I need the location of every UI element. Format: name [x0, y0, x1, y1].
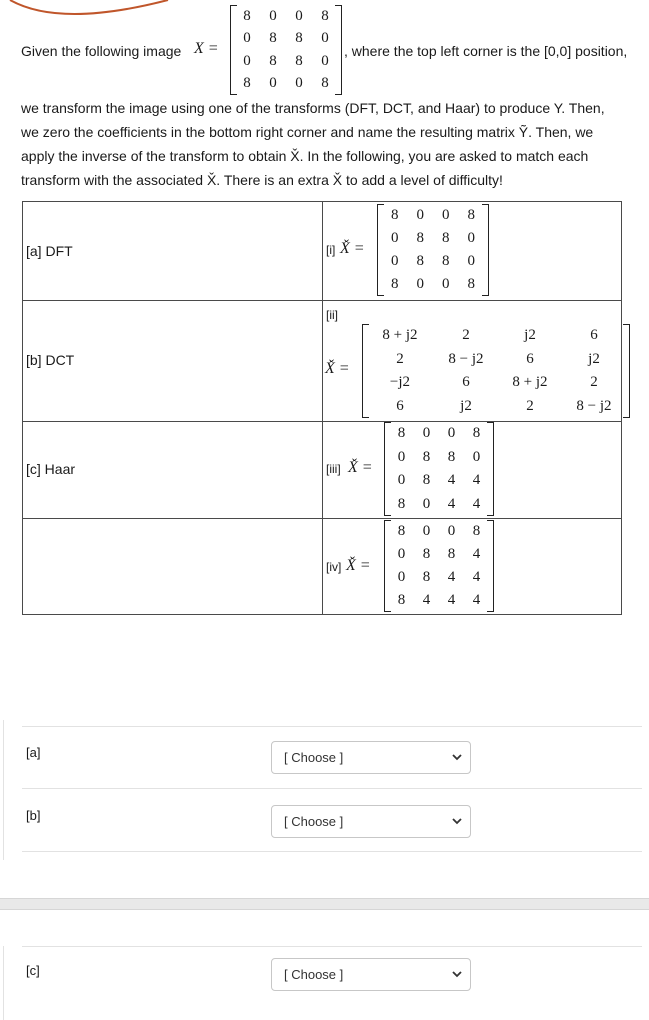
answer-label-b: [b] — [26, 808, 41, 823]
matrix-cell: j2 — [588, 350, 600, 367]
matrix-cell: 0 — [243, 30, 251, 47]
xcheck-symbol: X̌ = — [325, 360, 350, 377]
matrix-iii — [384, 422, 494, 516]
transform-label-dct: [b] DCT — [26, 352, 75, 368]
matrix-cell: 4 — [472, 472, 481, 489]
answer-select-a[interactable] — [271, 741, 471, 774]
intro-line-2: we transform the image using one of the transforms (DFT, DCT, and Haar) to produce Y. Then, — [21, 100, 605, 116]
matrix-cell: 8 — [472, 425, 481, 442]
matrix-cell: 2 — [462, 327, 470, 344]
matrix-cell: 8 — [391, 207, 399, 223]
chevron-down-icon — [452, 968, 462, 980]
corner-text: , where the top left corner is the [0,0] position, — [344, 43, 628, 59]
matrix-cell: 0 — [422, 495, 431, 512]
divider — [22, 726, 642, 727]
table-row-divider — [22, 518, 622, 519]
matrix-ii — [362, 324, 630, 418]
matrix-cell: 8 — [416, 253, 424, 269]
matrix-cell: 0 — [422, 425, 431, 442]
matrix-cell: 6 — [526, 350, 534, 367]
matrix-cell: 6 — [396, 397, 404, 414]
divider — [22, 788, 642, 789]
matrix-cell: 2 — [526, 397, 534, 414]
matrix-cell: 8 — [295, 52, 303, 69]
matrix-cell: 0 — [321, 52, 329, 69]
matrix-cell: 4 — [447, 592, 456, 608]
matrix-cell: 4 — [447, 495, 456, 512]
matrix-cell: 8 — [422, 448, 431, 465]
matrix-cell: 8 — [243, 75, 251, 92]
matrix-cell: 0 — [269, 75, 277, 92]
option-label-iii: [iii] — [326, 462, 341, 476]
matrix-cell: 0 — [416, 207, 424, 223]
table-row-divider — [22, 300, 622, 301]
answer-label-a: [a] — [26, 745, 41, 760]
matrix-cell: 0 — [472, 448, 481, 465]
matrix-cell: 4 — [472, 495, 481, 512]
matrix-cell: j2 — [460, 397, 472, 414]
transform-label-haar: [c] Haar — [26, 461, 76, 477]
option-label-iv: [iv] — [326, 560, 342, 574]
matrix-cell: 0 — [442, 276, 450, 292]
matrix-cell: 8 — [243, 7, 251, 24]
matrix-cell: 0 — [416, 276, 424, 292]
matrix-cell: 0 — [391, 253, 399, 269]
matrix-cell: 0 — [447, 523, 456, 539]
given-text: Given the following image — [21, 43, 182, 59]
option-label-i: [i] — [326, 243, 336, 257]
matrix-cell: 0 — [397, 472, 406, 489]
select-value: [ Choose ] — [284, 967, 344, 982]
matrix-cell: 6 — [590, 327, 598, 344]
matrix-cell: 0 — [321, 30, 329, 47]
chevron-down-icon — [452, 815, 462, 827]
matrix-cell: 0 — [397, 546, 406, 562]
matrix-cell: 8 — [447, 546, 456, 562]
chevron-down-icon — [452, 751, 462, 763]
matrix-cell: 0 — [397, 569, 406, 585]
section-separator — [0, 898, 649, 910]
matrix-cell: 8 — [397, 425, 406, 442]
matrix-cell: 8 − j2 — [448, 350, 484, 367]
matrix-cell: 8 — [467, 207, 475, 223]
xcheck-symbol: X̌ = — [340, 240, 365, 257]
select-value: [ Choose ] — [284, 814, 344, 829]
matrix-cell: 8 — [295, 30, 303, 47]
answer-label-c: [c] — [26, 963, 40, 978]
select-value: [ Choose ] — [284, 750, 344, 765]
matrix-cell: 0 — [447, 425, 456, 442]
matrix-cell: 0 — [397, 448, 406, 465]
matrix-cell: 4 — [422, 592, 431, 608]
option-label-ii: [ii] — [326, 308, 338, 322]
matrix-cell: 8 — [442, 253, 450, 269]
matrix-cell: j2 — [524, 327, 536, 344]
matrix-cell: 8 — [416, 230, 424, 246]
matrix-cell: 4 — [447, 569, 456, 585]
divider — [22, 851, 642, 852]
annotation-arc — [0, 0, 180, 22]
matrix-cell: 8 + j2 — [382, 327, 418, 344]
answer-select-b[interactable] — [271, 805, 471, 838]
matrix-cell: −j2 — [389, 374, 411, 391]
matrix-cell: 0 — [269, 7, 277, 24]
xcheck-symbol: X̌ = — [346, 557, 371, 574]
matrix-cell: 0 — [422, 523, 431, 539]
left-edge-rule — [3, 720, 4, 860]
left-edge-rule — [3, 946, 4, 1020]
xcheck-symbol: X̌ = — [348, 459, 373, 476]
matrix-cell: 0 — [467, 230, 475, 246]
matrix-cell: 8 — [397, 592, 406, 608]
answer-select-c[interactable] — [271, 958, 471, 991]
matrix-cell: 8 — [422, 569, 431, 585]
matrix-i — [377, 204, 489, 296]
matrix-cell: 0 — [442, 207, 450, 223]
matrix-iv — [384, 520, 494, 612]
divider — [22, 946, 642, 947]
intro-line-5: transform with the associated X̌. There is an extra X̌ to add a level of difficulty! — [21, 172, 503, 188]
matrix-cell: 8 — [269, 30, 277, 47]
matrix-cell: 4 — [447, 472, 456, 489]
matrix-cell: 4 — [472, 569, 481, 585]
matrix-cell: 8 − j2 — [576, 397, 612, 414]
matrix-cell: 2 — [590, 374, 598, 391]
matrix-cell: 8 — [467, 276, 475, 292]
matrix-cell: 8 — [391, 276, 399, 292]
matrix-cell: 6 — [462, 374, 470, 391]
matrix-cell: 8 — [269, 52, 277, 69]
matrix-cell: 4 — [472, 592, 481, 608]
intro-line-3: we zero the coefficients in the bottom right corner and name the resulting matrix Ỹ. Then, we — [21, 124, 594, 140]
matrix-cell: 0 — [391, 230, 399, 246]
table-column-divider — [322, 201, 323, 615]
matrix-cell: 0 — [295, 75, 303, 92]
matrix-cell: 0 — [467, 253, 475, 269]
matrix-cell: 8 — [321, 7, 329, 24]
matrix-cell: 8 — [397, 523, 406, 539]
x-symbol: X = — [194, 40, 219, 57]
matrix-cell: 8 — [422, 472, 431, 489]
matrix-cell: 8 — [442, 230, 450, 246]
matrix-cell: 0 — [295, 7, 303, 24]
matrix-cell: 8 + j2 — [512, 374, 548, 391]
matrix-cell: 8 — [447, 448, 456, 465]
intro-line-4: apply the inverse of the transform to obtain X̌. In the following, you are asked to match each — [21, 148, 589, 164]
matrix-cell: 8 — [472, 523, 481, 539]
transform-label-dft: [a] DFT — [26, 243, 73, 259]
matrix-cell: 8 — [397, 495, 406, 512]
matrix-cell: 0 — [243, 52, 251, 69]
matrix-cell: 8 — [422, 546, 431, 562]
matrix-cell: 8 — [321, 75, 329, 92]
matrix-cell: 4 — [472, 546, 481, 562]
matrix-cell: 2 — [396, 350, 404, 367]
x-matrix — [230, 5, 342, 95]
table-row-divider — [22, 421, 622, 422]
